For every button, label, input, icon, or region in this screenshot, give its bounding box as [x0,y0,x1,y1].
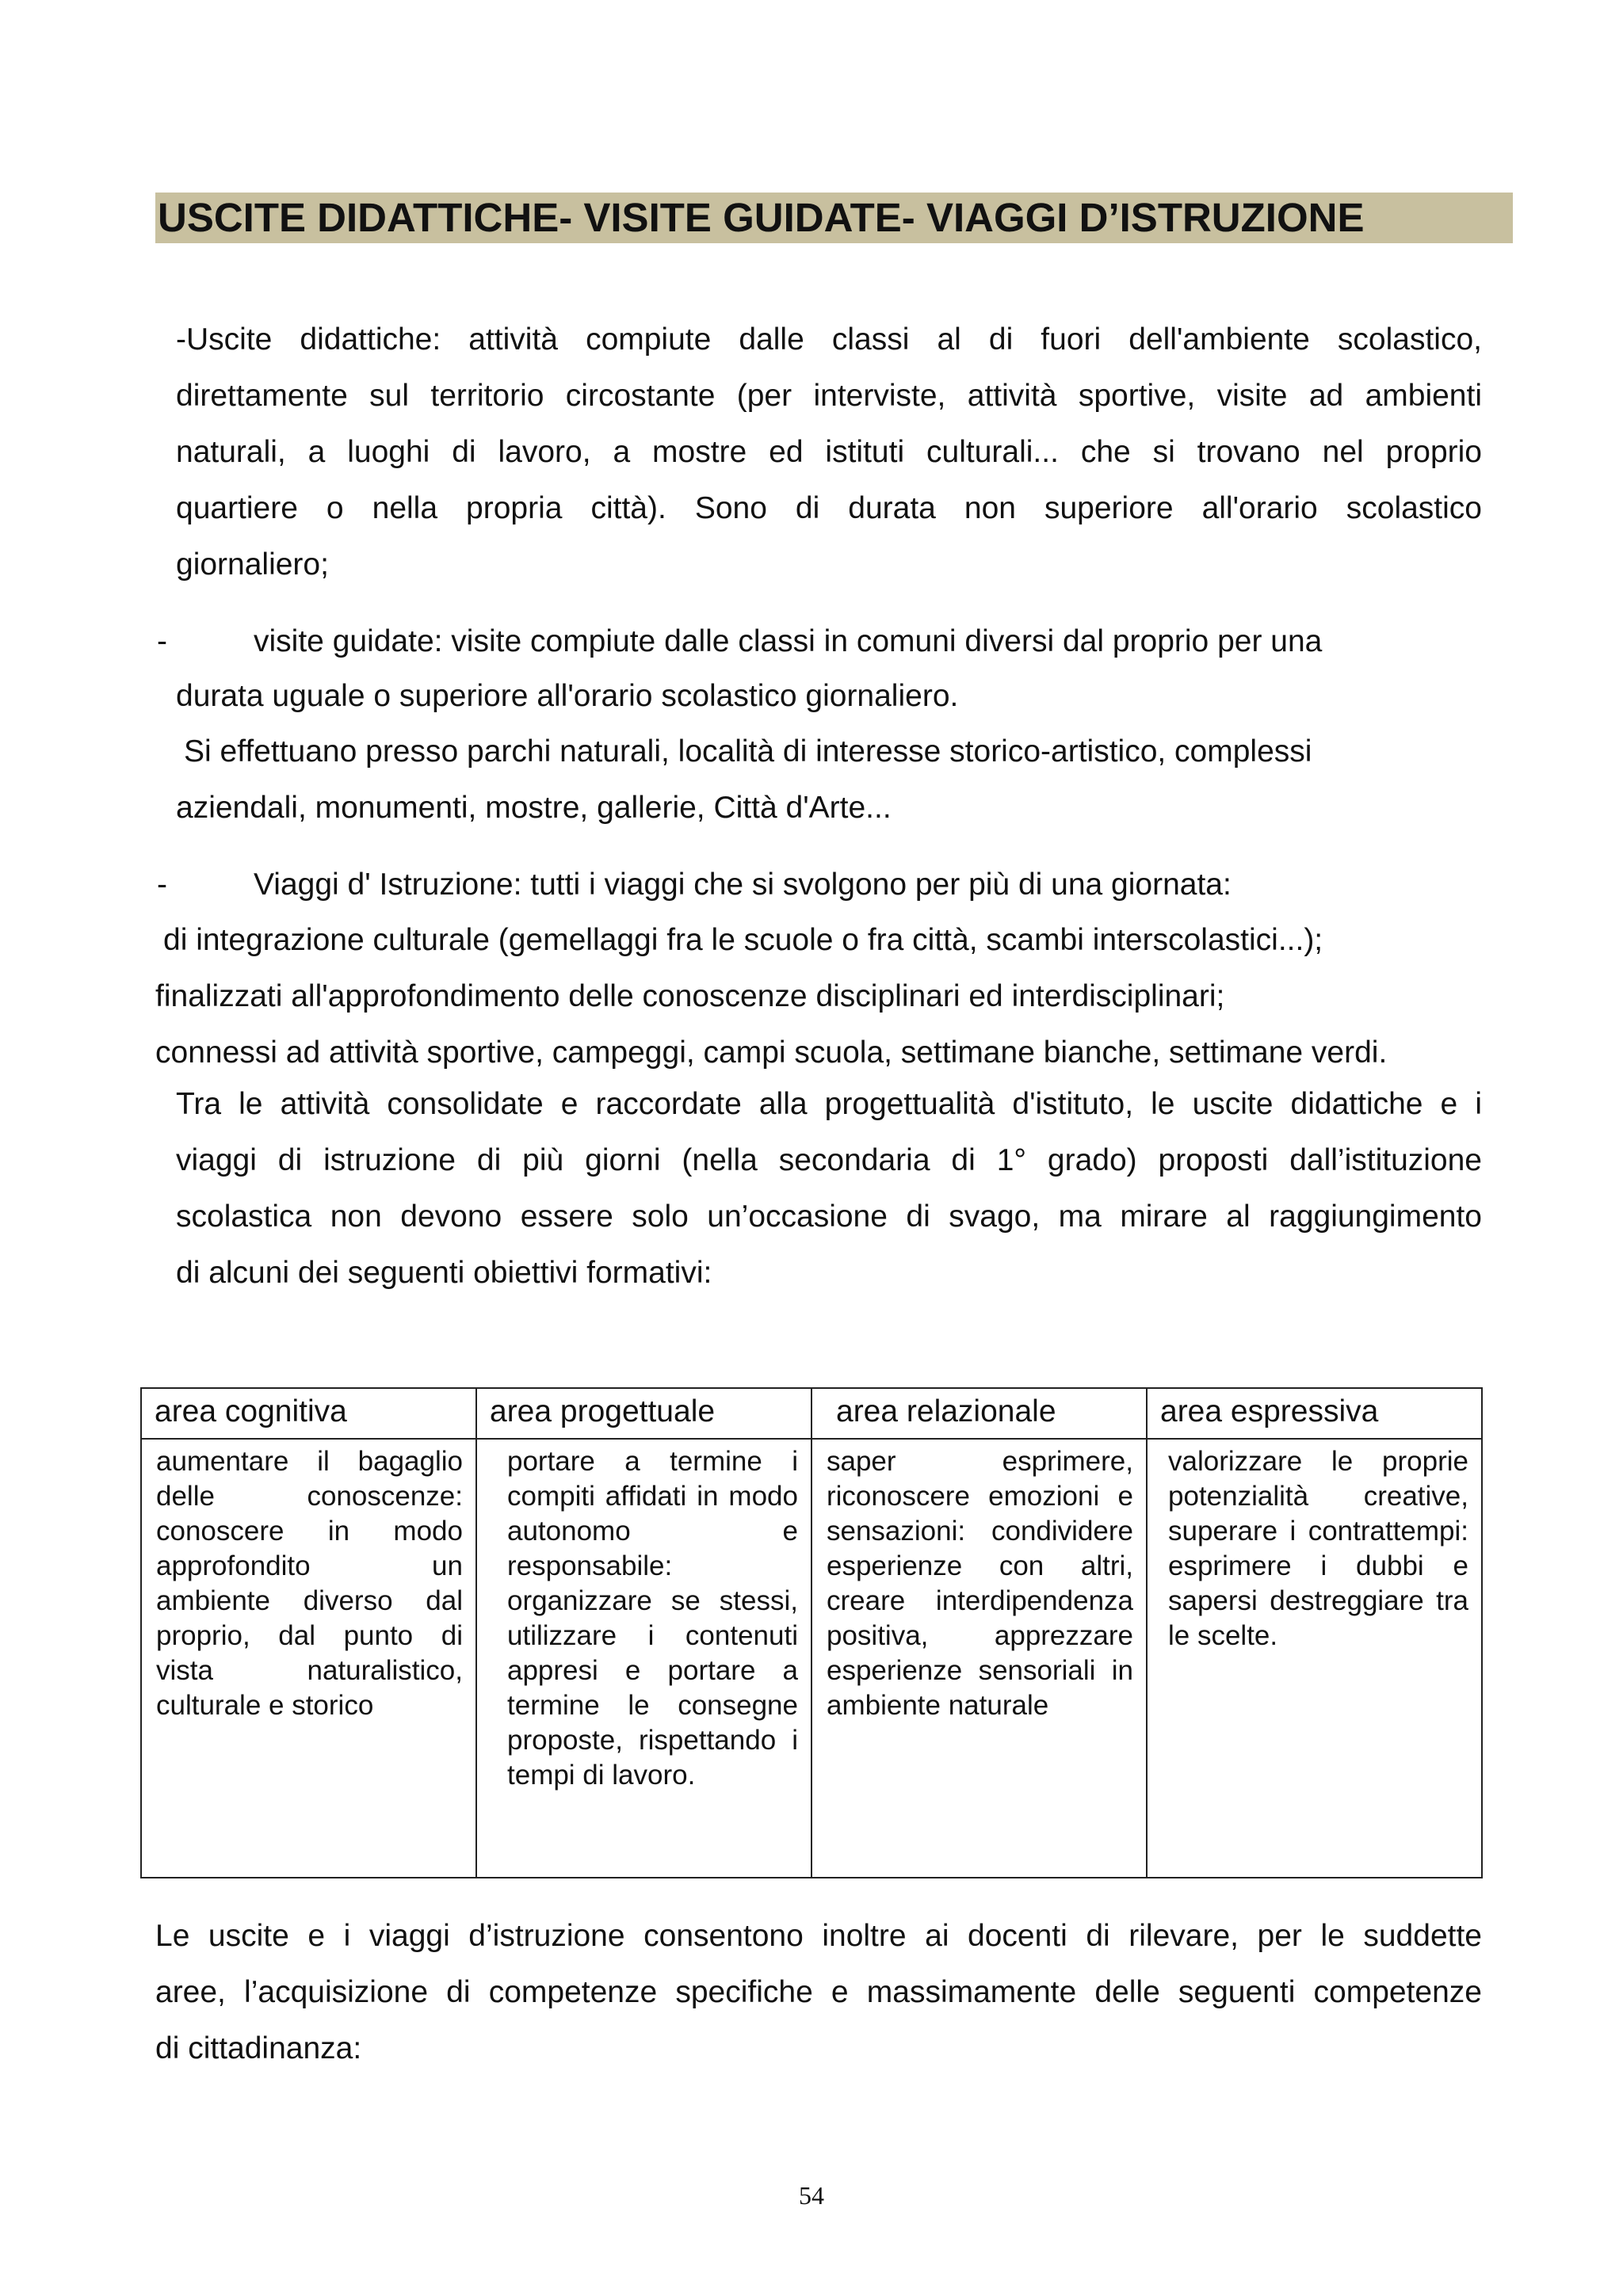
intro-line: naturali, a luoghi di lavoro, a mostre ed istituti culturali... che si trovano nel proprio [176,435,1482,469]
visits-line: Si effettuano presso parchi naturali, località di interesse storico-artistico, complessi [184,734,1312,769]
intro-paragraph [176,311,1482,593]
page-title: USCITE DIDATTICHE- VISITE GUIDATE- VIAGGI D’ISTRUZIONE [155,193,1513,243]
trips-bullet: - [157,868,167,902]
objectives-paragraph [176,1076,1482,1301]
table-row [141,1439,1482,1878]
intro-line: giornaliero; [176,547,329,582]
table-header-row [141,1388,1482,1439]
closing-line: Le uscite e i viaggi d’istruzione consentono inoltre ai docenti di rilevare, per le suddette [155,1919,1482,1953]
header-area-progettuale: area progettuale [476,1388,812,1439]
header-area-cognitiva: area cognitiva [141,1388,476,1439]
visits-line: visite guidate: visite compiute dalle classi in comuni diversi dal proprio per una [254,624,1323,658]
page-number: 54 [799,2181,824,2210]
visits-bullet: - [157,624,167,658]
trips-line: di integrazione culturale (gemellaggi fra le scuole o fra città, scambi interscolastici...); [163,923,1323,957]
objectives-line: scolastica non devono essere solo un’occasione di svago, ma mirare al raggiungimento [176,1199,1482,1234]
objectives-line: di alcuni dei seguenti obiettivi formativi: [176,1256,712,1290]
visits-line: aziendali, monumenti, mostre, gallerie, Città d'Arte... [176,791,892,825]
intro-line: quartiere o nella propria città). Sono di durata non superiore all'orario scolastico [176,491,1482,525]
header-area-relazionale: area relazionale [812,1388,1147,1439]
trips-line: connessi ad attività sportive, campeggi, campi scuola, settimane bianche, settimane verdi. [155,1035,1388,1070]
objectives-line: Tra le attività consolidate e raccordate alla progettualità d'istituto, le uscite didattiche e i [176,1087,1482,1121]
intro-line: direttamente sul territorio circostante (per interviste, attività sportive, visite ad ambienti [176,379,1482,413]
objectives-table [140,1387,1483,1878]
cell-area-cognitiva: aumentare il bagaglio delle conoscenze: conoscere in modo approfondito un ambiente diverso dal proprio, dal punto di vista naturalistico, culturale e storico [141,1439,476,1878]
intro-line: -Uscite didattiche: attività compiute dalle classi al di fuori dell'ambiente scolastico, [176,322,1482,357]
objectives-line: viaggi di istruzione di più giorni (nella secondaria di 1° grado) proposti dall’istituzione [176,1143,1482,1177]
cell-area-progettuale: portare a termine i compiti affidati in modo autonomo e responsabile: organizzare se stessi, utilizzare i contenuti appresi e portare a termine le consegne proposte, rispettando i tempi di lavoro. [476,1439,812,1878]
visits-line: durata uguale o superiore all'orario scolastico giornaliero. [176,679,959,713]
header-area-espressiva: area espressiva [1147,1388,1482,1439]
closing-paragraph [155,1908,1482,2077]
trips-line: Viaggi d' Istruzione: tutti i viaggi che si svolgono per più di una giornata: [254,868,1232,902]
cell-area-espressiva: valorizzare le proprie potenzialità creative, superare i contrattempi: esprimere i dubbi e sapersi destreggiare tra le scelte. [1147,1439,1482,1878]
closing-line: aree, l’acquisizione di competenze specifiche e massimamente delle seguenti competenze [155,1975,1482,2009]
trips-line: finalizzati all'approfondimento delle conoscenze disciplinari ed interdisciplinari; [155,979,1225,1013]
closing-line: di cittadinanza: [155,2031,362,2065]
cell-area-relazionale: saper esprimere, riconoscere emozioni e sensazioni: condividere esperienze con altri, creare interdipendenza positiva, apprezzare esperienze sensoriali in ambiente naturale [812,1439,1147,1878]
